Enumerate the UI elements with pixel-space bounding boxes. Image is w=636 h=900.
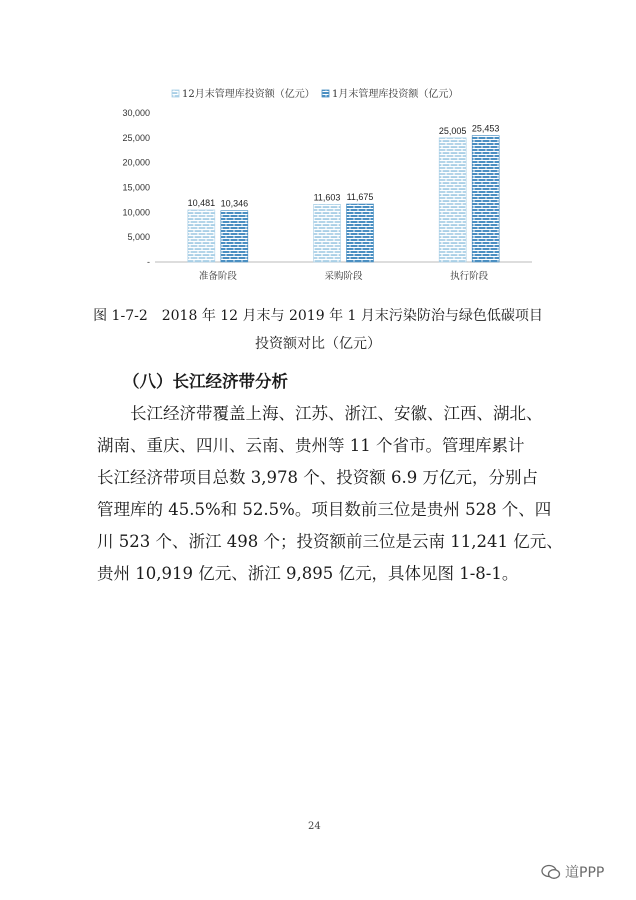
legend-label: 12月末管理库投资额（亿元） bbox=[182, 89, 315, 100]
bar bbox=[188, 210, 215, 262]
figure-caption-line1: 图 1-7-2 2018 年 12 月末与 2019 年 1 月末污染防治与绿色低碳项目 bbox=[93, 308, 543, 324]
wechat-icon bbox=[541, 864, 561, 880]
x-tick-label: 准备阶段 bbox=[198, 271, 237, 282]
data-label: 25,005 bbox=[438, 125, 467, 136]
bar-chart bbox=[100, 82, 540, 287]
y-tick-label: 20,000 bbox=[122, 157, 150, 168]
y-tick-label: 15,000 bbox=[122, 182, 150, 193]
data-label: 10,481 bbox=[187, 197, 216, 208]
y-tick-label: 25,000 bbox=[122, 132, 150, 143]
y-tick-label: 30,000 bbox=[122, 108, 150, 118]
chart-svg bbox=[100, 82, 540, 287]
figure-caption-line2: 投资额对比（亿元） bbox=[255, 336, 381, 352]
paragraph-line: 贵州 10,919 亿元、浙江 9,895 亿元，具体见图 1-8-1。 bbox=[97, 564, 519, 583]
data-label: 11,603 bbox=[313, 192, 341, 203]
watermark-text: 道PPP bbox=[565, 865, 605, 881]
bar bbox=[221, 211, 248, 262]
paragraph-line: 湖南、重庆、四川、云南、贵州等 11 个省市。管理库累计 bbox=[97, 436, 525, 455]
paragraph-line: 长江经济带项目总数 3,978 个、投资额 6.9 万亿元，分别占 bbox=[97, 468, 538, 487]
data-label: 10,346 bbox=[220, 198, 249, 209]
legend-label: 1月末管理库投资额（亿元） bbox=[332, 89, 459, 100]
y-tick-label: - bbox=[147, 257, 150, 267]
section-heading: （八）长江经济带分析 bbox=[123, 372, 288, 391]
y-tick-label: 5,000 bbox=[127, 232, 150, 243]
paragraph-line: 长江经济带覆盖上海、江苏、浙江、安徽、江西、湖北、 bbox=[130, 404, 543, 423]
body-paragraph bbox=[97, 398, 563, 590]
bar bbox=[472, 136, 499, 262]
legend-swatch bbox=[172, 90, 179, 97]
legend-swatch bbox=[322, 90, 329, 97]
y-tick-label: 10,000 bbox=[122, 207, 150, 218]
x-tick-label: 采购阶段 bbox=[324, 271, 363, 282]
watermark bbox=[541, 862, 604, 882]
bar bbox=[347, 204, 374, 262]
data-label: 25,453 bbox=[471, 123, 500, 134]
bar bbox=[439, 138, 466, 262]
x-tick-label: 执行阶段 bbox=[450, 271, 489, 282]
paragraph-line: 管理库的 45.5%和 52.5%。项目数前三位是贵州 528 个、四 bbox=[97, 500, 552, 519]
data-label: 11,675 bbox=[346, 192, 374, 203]
paragraph-line: 川 523 个、浙江 498 个；投资额前三位是云南 11,241 亿元、 bbox=[97, 532, 563, 551]
bar bbox=[314, 204, 341, 262]
page-number: 24 bbox=[308, 821, 321, 832]
